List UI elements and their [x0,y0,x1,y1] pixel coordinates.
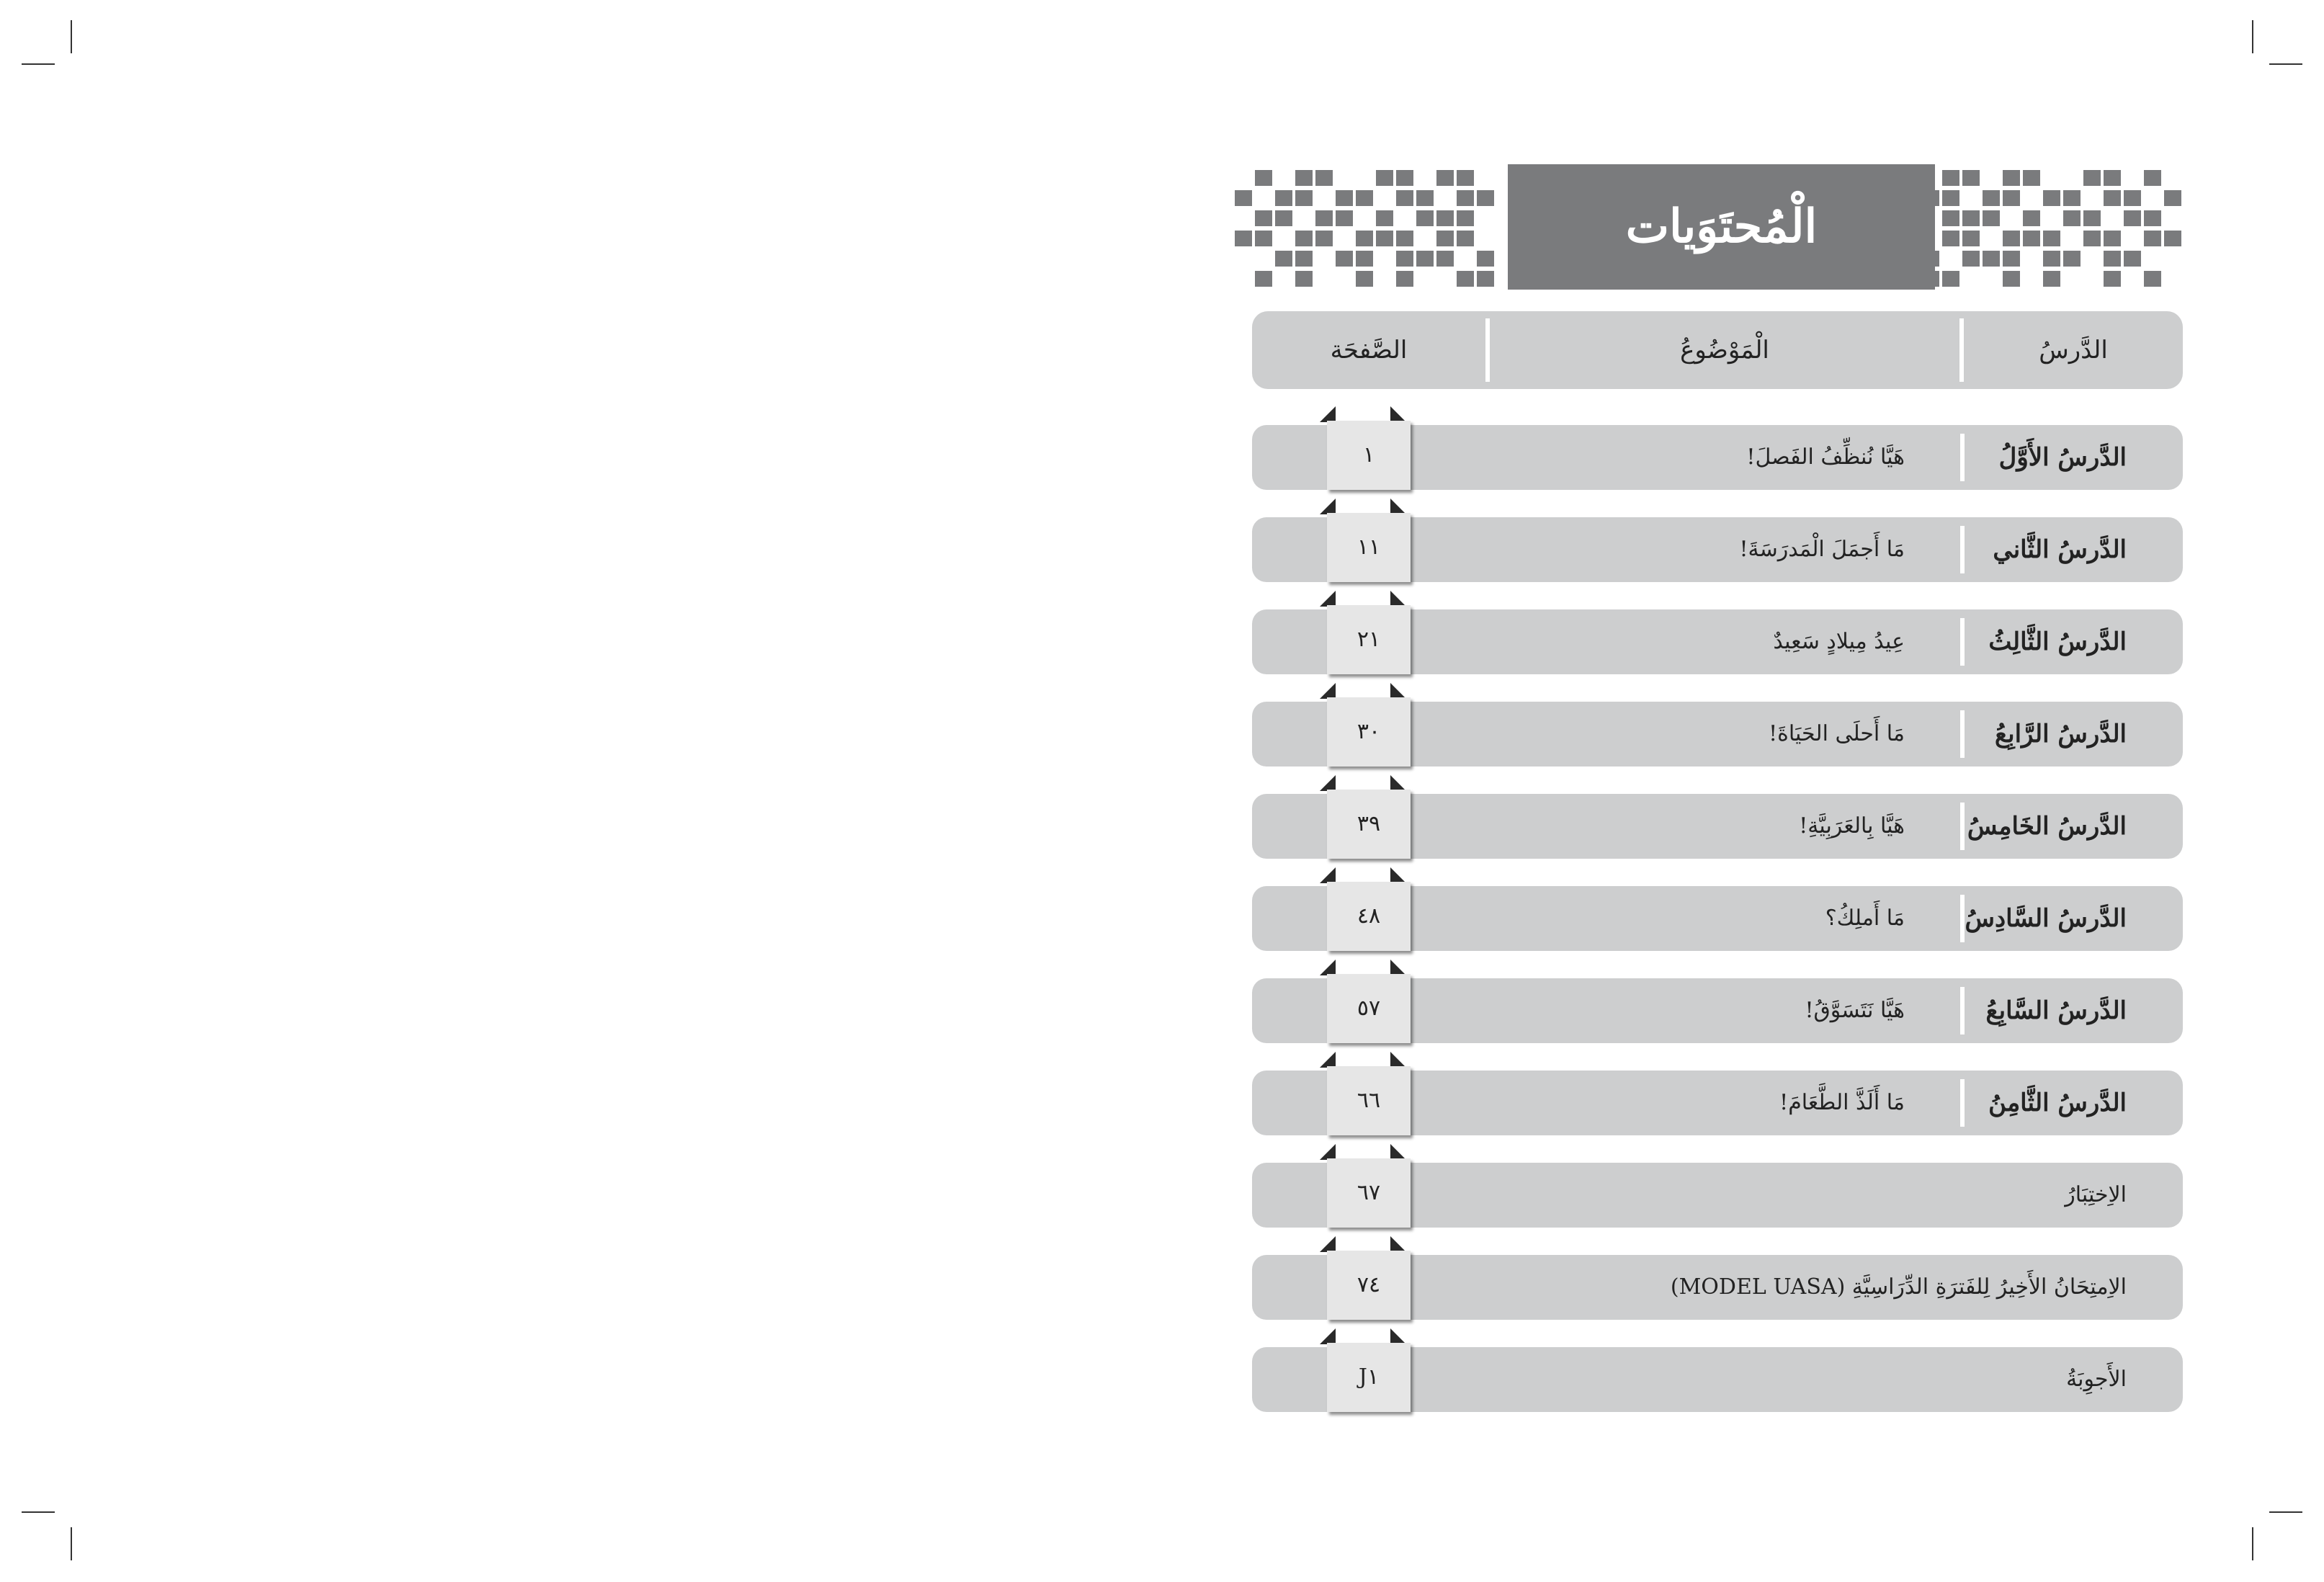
topic-label: هَيَّا نُنظِّفُ الفَصلَ! [1746,444,1905,470]
crop-mark [71,1527,72,1560]
toc-row[interactable] [1252,794,2183,859]
lesson-label: الدَّرسُ الثَّاني [1993,535,2127,564]
pixel-block [1315,210,1333,226]
pixel-block [2144,170,2161,186]
pixel-block [1416,210,1434,226]
row-divider [1960,895,1965,942]
page-number: ٢١ [1327,605,1411,674]
pixel-block [2104,190,2121,206]
lesson-label: الدَّرسُ الرَّابِعُ [1995,720,2127,748]
pixel-block [1336,251,1353,267]
pixel-block [1356,190,1373,206]
toc-row[interactable] [1252,1255,2183,1320]
topic-label: مَا أَجمَلَ الْمَدرَسَةَ! [1739,537,1905,562]
pixel-block [1416,190,1434,206]
pixel-block [2104,271,2121,287]
page-number-tab [1320,406,1406,481]
pixel-block [2003,271,2020,287]
page-number: ١ [1327,421,1411,490]
page-number-tab [1320,499,1406,573]
pixel-block [1477,271,1494,287]
topic-label: عِيدُ مِيلادٍ سَعِيدٌ [1773,629,1905,654]
page-number-tab [1320,1144,1406,1219]
toc-row[interactable] [1252,425,2183,490]
crop-mark [2252,1527,2253,1560]
pixel-block [1416,251,1434,267]
pixel-block [1396,271,1413,287]
pixel-block [1376,231,1393,246]
lesson-label: الدَّرسُ الخَامِسُ [1967,812,2127,841]
pixel-block [1962,170,1980,186]
toc-row[interactable] [1252,517,2183,582]
pixel-block [1295,251,1313,267]
table-of-contents [1252,164,2183,1418]
pixel-block [2003,170,2020,186]
header-page: الصَّفحَة [1330,336,1408,365]
pixel-block [2083,210,2101,226]
pixel-block [2023,170,2040,186]
row-divider [1960,710,1965,758]
pixel-block [1356,231,1373,246]
pixel-block [1295,271,1313,287]
pixel-block [2043,190,2060,206]
pixel-block [1396,231,1413,246]
page-number: ٧٤ [1327,1251,1411,1320]
topic-label: هَيَّا بِالعَرَبِيَّةِ! [1799,813,1905,839]
pixel-block [1962,231,1980,246]
pixel-block [1457,170,1474,186]
page-number: ٣٩ [1327,790,1411,859]
pixel-block [1457,210,1474,226]
pixel-block [1295,231,1313,246]
pixel-block [2083,170,2101,186]
toc-row[interactable] [1252,1071,2183,1135]
page-number-tab [1320,1328,1406,1403]
pixel-block [2144,231,2161,246]
pixel-block [2063,190,2081,206]
pixel-block [1315,170,1333,186]
pixel-block [2063,210,2081,226]
pixel-block [1295,190,1313,206]
pixel-block [2083,231,2101,246]
pixel-block [2003,251,2020,267]
pixel-block [1436,170,1454,186]
pixel-block [2023,210,2040,226]
toc-row[interactable] [1252,1163,2183,1228]
pixel-block [2023,231,2040,246]
pixel-block [1457,231,1474,246]
page-number: ٥٧ [1327,974,1411,1043]
pixel-block [1457,271,1474,287]
pixel-block [1255,170,1272,186]
pixel-block [1336,210,1353,226]
pixel-block [1275,251,1292,267]
pixel-block [2003,190,2020,206]
pixel-block [2144,210,2161,226]
page-number: J١ [1327,1343,1411,1412]
pixel-block [2063,251,2081,267]
row-divider [1960,526,1965,573]
pixel-block [1436,210,1454,226]
lesson-label: الدَّرسُ الثَّالِثُ [1988,627,2127,656]
pixel-block [1275,210,1292,226]
pixel-block [1983,210,2000,226]
pixel-block [1376,170,1393,186]
crop-mark [2269,63,2302,65]
pixel-block [2104,231,2121,246]
row-divider [1960,1079,1965,1127]
topic-label: مَا أَحلَى الحَيَاةَ! [1769,721,1905,746]
page-number: ٦٦ [1327,1066,1411,1135]
topic-label: مَا أَملِكُ؟ [1825,906,1905,931]
pixel-block [1255,271,1272,287]
pixel-block [1436,251,1454,267]
toc-row[interactable] [1252,702,2183,767]
pixel-block [1356,271,1373,287]
row-divider [1960,987,1965,1034]
topic-label: الأَجوِبَةُ [2066,1367,2127,1392]
topic-label: مَا أَلَذَّ الطَّعَامَ! [1779,1090,1905,1115]
pixel-block [1235,231,1252,246]
crop-mark [2252,20,2253,53]
pixel-block [1376,210,1393,226]
page-number-tab [1320,591,1406,666]
toc-row[interactable] [1252,886,2183,951]
pixel-block [2124,210,2141,226]
pixel-block [1336,190,1353,206]
header-lesson: الدَّرسُ [2039,336,2108,365]
pixel-block [1942,210,1959,226]
pixel-block [1255,210,1272,226]
page-number: ٤٨ [1327,882,1411,951]
pixel-block [1477,251,1494,267]
page-number-tab [1320,960,1406,1034]
pixel-block [1942,271,1959,287]
lesson-label: الدَّرسُ السَّادِسُ [1965,904,2127,933]
pixel-block [2104,251,2121,267]
pixel-block [2043,271,2060,287]
pixel-block [1295,170,1313,186]
topic-label: هَيَّا نَتَسَوَّقُ! [1805,998,1905,1023]
pixel-block [1396,251,1413,267]
pixel-block [1962,251,1980,267]
crop-mark [22,63,55,65]
pixel-block [1983,251,2000,267]
page-number-tab [1320,1052,1406,1127]
pixel-block [1942,190,1959,206]
pixel-block [1396,170,1413,186]
pixel-block [1942,170,1959,186]
pixel-block [1962,210,1980,226]
crop-mark [22,1511,55,1513]
page-number: ١١ [1327,513,1411,582]
pixel-block [1983,190,2000,206]
crop-mark [2269,1511,2302,1513]
pixel-block [1942,231,1959,246]
pixel-block [2144,271,2161,287]
page-number-tab [1320,775,1406,850]
pixel-block [1457,190,1474,206]
row-divider [1960,434,1965,481]
pixel-block [1255,231,1272,246]
page-title: الْمُحتَوَيات [1625,200,1818,254]
pixel-block [1396,190,1413,206]
toc-row[interactable] [1252,609,2183,674]
table-header [1252,311,2183,389]
pixel-block [2124,251,2141,267]
pixel-block [1356,251,1373,267]
topic-label: الاِمتِحَانُ الأَخِيرُ لِلفَترَةِ الدِّرَاسِيَّةِ (MODEL UASA) [1670,1274,2127,1300]
pixel-block [2003,231,2020,246]
row-divider [1960,803,1965,850]
pixel-block [2124,190,2141,206]
lesson-label: الدَّرسُ الثَّامِنُ [1988,1089,2127,1117]
toc-row[interactable] [1252,1347,2183,1412]
pixel-block [1275,190,1292,206]
pixel-block [1235,190,1252,206]
page-number-tab [1320,867,1406,942]
pixel-block [1315,231,1333,246]
lesson-label: الدَّرسُ الأَوَّلُ [1998,443,2127,472]
pixel-block [2043,251,2060,267]
pixel-block [1436,231,1454,246]
row-divider [1960,618,1965,666]
page-number-tab [1320,683,1406,758]
header-topic: الْمَوْضُوعُ [1680,336,1769,365]
page-number: ٣٠ [1327,697,1411,767]
pixel-block [2164,231,2181,246]
pixel-block [2104,170,2121,186]
page-number-tab [1320,1236,1406,1311]
crop-mark [71,20,72,53]
lesson-label: الدَّرسُ السَّابِعُ [1985,996,2127,1025]
toc-row[interactable] [1252,978,2183,1043]
topic-label: الاِختِبَارُ [2065,1182,2127,1207]
pixel-block [2164,190,2181,206]
page-number: ٦٧ [1327,1158,1411,1228]
pixel-block [2043,231,2060,246]
pixel-block [1477,190,1494,206]
